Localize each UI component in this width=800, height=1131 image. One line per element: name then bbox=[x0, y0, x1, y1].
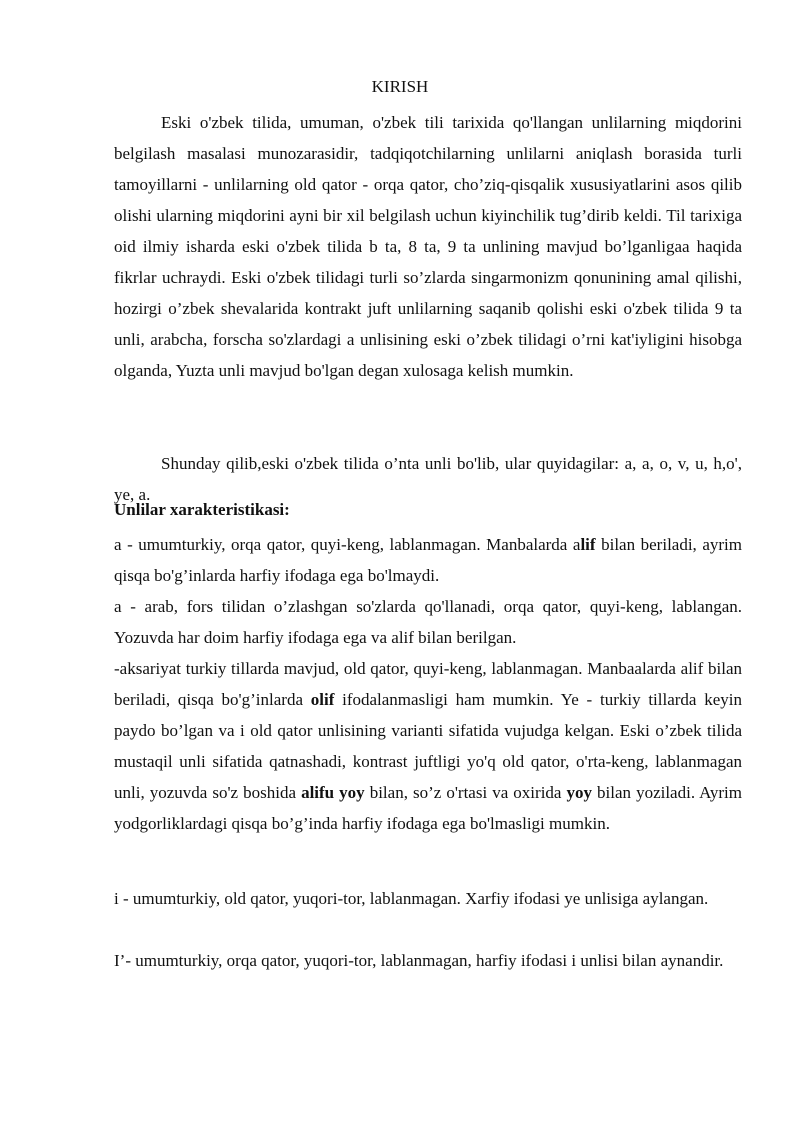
vowel-a-paragraph bbox=[114, 529, 742, 591]
vowel-i-paragraph: i - umumturkiy, old qator, yuqori-tor, lablanmagan. Xarfiy ifodasi ye unlisiga aylangan. bbox=[114, 889, 709, 908]
vowel-front-bold-3: yoy bbox=[566, 783, 592, 802]
vowel-a-bold: lif bbox=[580, 535, 596, 554]
vowel-i-back-paragraph: I’- umumturkiy, orqa qator, yuqori-tor, lablanmagan, harfiy ifodasi i unlisi bilan aynandir. bbox=[114, 951, 724, 970]
vowel-a-text-1: a - umumturkiy, orqa qator, quyi-keng, lablanmagan. Manbalarda a bbox=[114, 535, 581, 554]
vowel-front-text-2: ifodalanmasligi ham mumkin. Ye - turkiy tillarda keyin paydo bo’lgan va i old qator unlisining varianti sifatida vujudga kelgan. Eski o’zbek tilida mustaqil unli sifatida qatnashadi, kontrast juftligi yo'q old qator, o'rta-keng, lablanmagan unli, yozuvda so'z boshida bbox=[114, 690, 742, 802]
vowel-a-borrowed-paragraph: a - arab, fors tilidan o’zlashgan so'zlarda qo'llanadi, orqa qator, quyi-keng, lablangan. Yozuvda har doim harfiy ifodaga ega va alif bilan berilgan. bbox=[114, 597, 742, 647]
document-title: KIRISH bbox=[371, 77, 429, 96]
intro-paragraph: Eski o'zbek tilida, umuman, o'zbek tili tarixida qo'llangan unlilarning miqdorini belgilash masalasi munozarasidir, tadqiqotchilarning unlilarni aniqlash borasida turli tamoyillarni - unlilarning old qator - orqa qator, cho’ziq-qisqalik xususiyatlarini asos qilib olishi ularning miqdorini ayni bir xil belgilash uchun kiyinchilik tug’dirib keldi. Til tarixiga oid ilmiy isharda eski o'zbek tilida b ta, 8 ta, 9 ta unlining mavjud bo’lganligaa haqida fikrlar uchraydi. Eski o'zbek tilidagi turli so’zlarda singarmonizm qonunining amal qilishi, hozirgi o’zbek shevalarida kontrakt juft unlilarning saqanib qolishi eski o'zbek tilida 9 ta unli, arabcha, forscha so'zlardagi a unlisining eski o’zbek tilidagi o’rni kat'iyligini hisobga olganda, Yuzta unli mavjud bo'lgan degan xulosaga kelish mumkin. bbox=[114, 113, 742, 380]
section-heading: Unlilar xarakteristikasi: bbox=[114, 500, 290, 519]
vowel-front-text-3: bilan, so’z o'rtasi va oxirida bbox=[364, 783, 567, 802]
vowel-front-paragraph bbox=[114, 653, 742, 839]
vowel-front-bold-1: olif bbox=[310, 690, 335, 709]
vowel-front-text-4: bilan yoziladi. Ayrim yodgorliklardagi qisqa bo’g’inda harfiy ifodaga ega bo'lmasligi mumkin. bbox=[114, 783, 743, 833]
vowel-front-text-1: -aksariyat turkiy tillarda mavjud, old qator, quyi-keng, lablanmagan. Manbaalarda alif bilan beriladi, qisqa bo'g’inlarda bbox=[114, 659, 742, 709]
vowel-a-text-2: bilan beriladi, ayrim qisqa bo'g’inlarda harfiy ifodaga ega bo'lmaydi. bbox=[114, 535, 742, 585]
vowel-list-paragraph: Shunday qilib,eski o'zbek tilida o’nta unli bo'lib, ular quyidagilar: a, a, o, v, u, h,o', ye, a. bbox=[114, 454, 742, 504]
vowel-front-bold-2: alifu yoy bbox=[301, 783, 365, 802]
